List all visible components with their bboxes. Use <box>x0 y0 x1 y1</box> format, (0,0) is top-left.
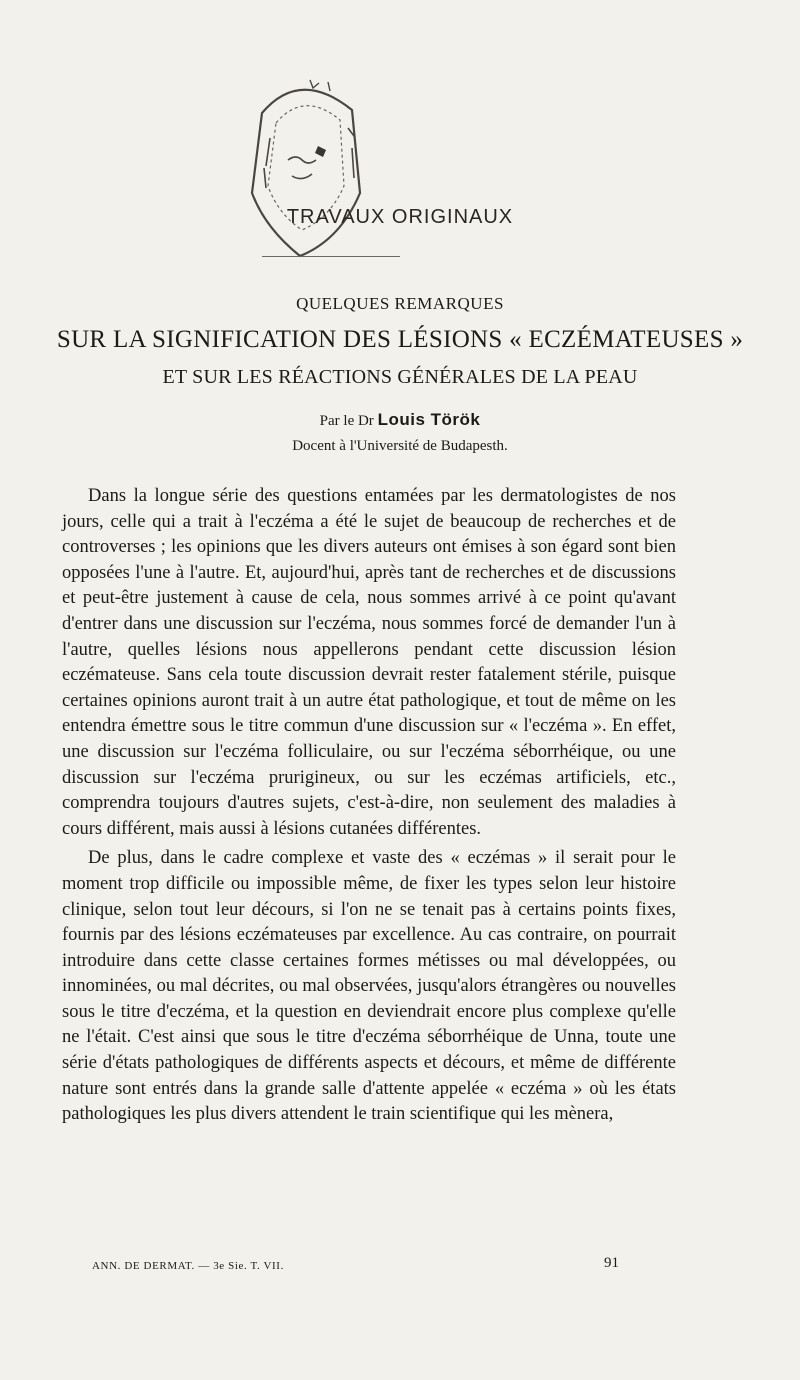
paragraph-2: De plus, dans le cadre complexe et vaste des « eczémas » il serait pour le moment trop difficile ou impossible même, de fixer les types selon leur histoire clinique, selon tout leur décours, si l'on ne se tenait pas à certains points fixes, fournis par des lésions eczémateuses par excellence. Au cas contraire, on pourrait introduire dans cette classe certaines formes métisses ou mal développées, ou innominées, ou mal décrites, ou mal observées, jusqu'alors étrangères ou nouvelles sous le titre d'eczéma, et la question en deviendrait encore plus complexe qu'elle ne l'était. C'est ainsi que sous le titre d'eczéma séborrhéique de Unna, toute une série d'états pathologiques de différents aspects et décours, et même de différente nature sont entrés dans la grande salle d'attente appelée « eczéma » où les états pathologiques les plus divers attendent le train scientifique qui les mènera, <box>62 848 676 1125</box>
byline <box>0 410 800 430</box>
paragraph-1: Dans la longue série des questions entamées par les dermatologistes de nos jours, celle qui a trait à l'eczéma a été le sujet de beaucoup de recherches et de controverses ; les opinions que les divers auteurs ont émises à son égard sont bien opposées l'une à l'autre. Et, aujourd'hui, après tant de recherches et de discussions et peut-être justement à cause de cela, nous sommes arrivé à ce point qu'avant d'entrer dans une discussion sur l'eczéma, nous sommes forcé de demander l'un à l'autre, quelles lésions nous appellerons pendant cette discussion lésion eczémateuse. Sans cela toute discussion devrait rester fatalement stérile, puisque certaines opinions auront trait à un autre état pathologique, et tout de même on les entendra émettre sous le titre commun d'une discussion sur « l'eczéma ». En effet, une discussion sur l'eczéma folliculaire, ou sur l'eczéma séborrhéique, ou une discussion sur l'eczéma prurigineux, ou sur les eczémas artificiels, etc., comprendra toujours d'autres sujets, c'est-à-dire, non seulement des maladies à cours différent, mais aussi à lésions cutanées différentes. <box>62 486 676 839</box>
article-title-line-2: SUR LA SIGNIFICATION DES LÉSIONS « ECZÉMATEUSES » <box>56 326 744 353</box>
byline-prefix: Par le Dr <box>319 413 374 429</box>
article-title-line-3: ET SUR LES RÉACTIONS GÉNÉRALES DE LA PEAU <box>162 366 638 388</box>
section-heading: TRAVAUX ORIGINAUX <box>286 206 514 228</box>
article-body <box>62 484 676 1128</box>
stamp-seal-icon <box>240 68 380 258</box>
journal-reference: ANN. DE DERMAT. — 3e Sie. T. VII. <box>92 1260 284 1272</box>
author-name: Louis Török <box>377 410 481 429</box>
library-stamp <box>240 68 380 258</box>
author-affiliation: Docent à l'Université de Budapesth. <box>292 438 508 454</box>
page-number: 91 <box>604 1255 619 1271</box>
article-title-line-1: QUELQUES REMARQUES <box>296 294 504 313</box>
heading-rule <box>262 256 400 257</box>
